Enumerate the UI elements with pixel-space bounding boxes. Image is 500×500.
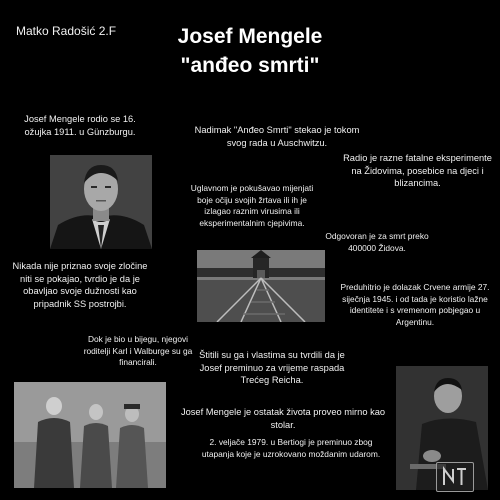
fact-experiments: Radio je razne fatalne eksperimente na Židovima, posebice na djeci i blizancima.: [343, 153, 492, 188]
page-title: [150, 22, 350, 80]
auschwitz-railway-photo: [197, 250, 325, 322]
fact-nickname: Nadimak "Anđeo Smrti" stekao je tokom svog rada u Auschwitzu.: [194, 125, 360, 148]
portrait-photo: [50, 155, 152, 249]
fact-death: 2. veljače 1979. u Bertiogi je preminuo zbog utapanja koje je uzrokovano moždanim udarom.: [201, 437, 381, 459]
title-line-1: Josef Mengele: [177, 25, 323, 48]
author-name: Matko Radošić 2.F: [16, 24, 117, 38]
ss-officers-photo: [14, 382, 166, 488]
fact-remainder: Josef Mengele je ostatak života proveo mirno kao stolar.: [180, 407, 386, 430]
fact-parents: Dok je bio u bijegu, njegovi roditelji Karl i Walburge su ga financirali.: [83, 334, 193, 367]
fact-deaths: Odgovoran je za smrt preko 400000 Židova.: [325, 231, 429, 253]
corner-logo: [436, 462, 474, 492]
fact-denial: Nikada nije priznao svoje zločine niti se pokajao, tvrdio je da je obavljao svoje dužnosti kao pripadnik SS postrojbi.: [12, 261, 148, 309]
fact-eyes: Uglavnom je pokušavao mijenjati boje očiju svojih žrtava ili ih je izlagao raznim virusima ili eksperimentalnim cjepivima.: [190, 183, 314, 228]
title-line-2: "anđeo smrti": [180, 54, 320, 77]
fact-born: Josef Mengele rodio se 16. ožujka 1911. u Günzburgu.: [24, 114, 136, 137]
fact-escape: Preduhitrio je dolazak Crvene armije 27. siječnja 1945. i od tada je koristio lažne identitete i s vremenom pobjegao u Argentinu.: [340, 282, 490, 327]
fact-protected: Štitili su ga i vlastima su tvrdili da je Josef preminuo za vrijeme raspada Trećeg Reicha.: [199, 350, 345, 385]
